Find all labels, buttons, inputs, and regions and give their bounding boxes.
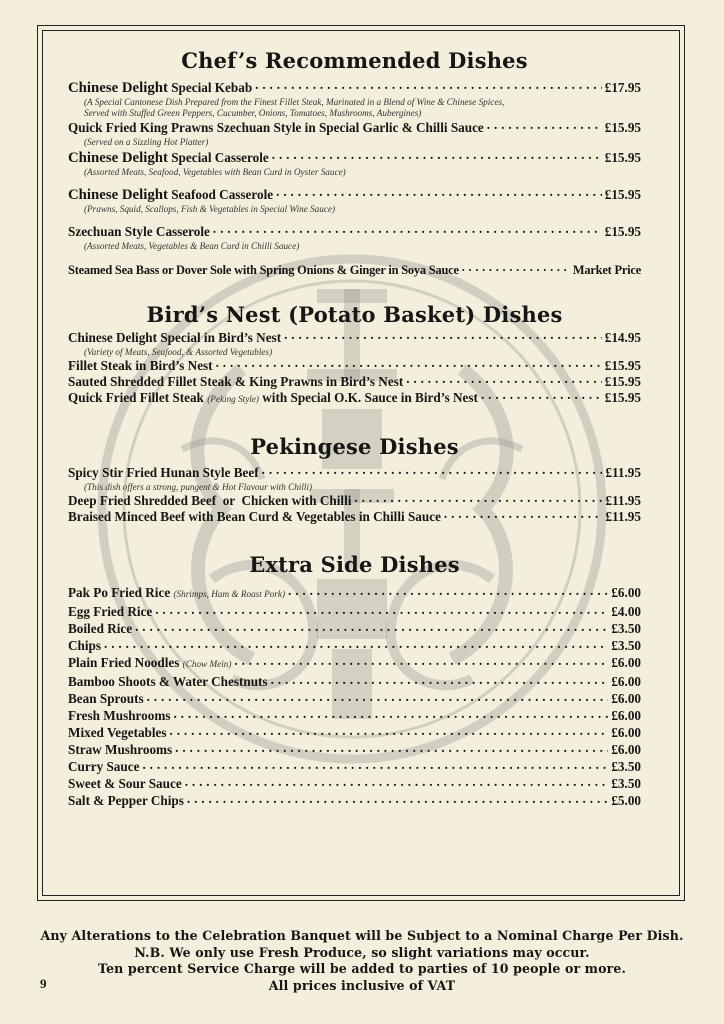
item-price: £15.95 bbox=[604, 120, 641, 135]
dot-leader bbox=[175, 742, 608, 754]
item-name: Straw Mushrooms bbox=[68, 742, 173, 757]
item-name: Boiled Rice bbox=[68, 621, 133, 636]
menu-item bbox=[68, 654, 641, 673]
menu-item bbox=[68, 262, 641, 278]
item-price: £3.50 bbox=[611, 621, 641, 636]
item-price: £6.00 bbox=[611, 708, 641, 723]
menu-item bbox=[68, 724, 641, 741]
item-name: Chinese Delight Special in Bird’s Nest bbox=[68, 330, 282, 345]
dot-leader bbox=[272, 150, 602, 162]
item-price: £14.95 bbox=[604, 330, 641, 345]
dot-leader bbox=[406, 374, 602, 386]
item-name: Bean Sprouts bbox=[68, 691, 144, 706]
page-number: 9 bbox=[40, 976, 47, 991]
menu-item bbox=[68, 775, 641, 792]
menu-item bbox=[68, 120, 641, 136]
menu-item bbox=[68, 150, 641, 166]
item-price: £11.95 bbox=[605, 493, 641, 508]
item-note: (Assorted Meats, Vegetables & Bean Curd in Chilli Sauce) bbox=[84, 241, 300, 251]
dot-leader bbox=[487, 120, 602, 132]
menu-item bbox=[68, 330, 641, 346]
item-name: Curry Sauce bbox=[68, 759, 140, 774]
dot-leader bbox=[481, 390, 602, 402]
item-name: Plain Fried Noodles (Chow Mein) bbox=[68, 655, 232, 670]
menu-item bbox=[68, 358, 641, 374]
item-name: Chinese Delight Special Casserole bbox=[68, 150, 269, 166]
item-price: £5.00 bbox=[611, 793, 641, 808]
footer-line: N.B. We only use Fresh Produce, so slight variations may occur. bbox=[134, 944, 590, 960]
menu-item bbox=[68, 374, 641, 390]
menu-item bbox=[68, 187, 641, 203]
item-price: £6.00 bbox=[611, 655, 641, 670]
item-name: Quick Fried King Prawns Szechuan Style in Special Garlic & Chilli Sauce bbox=[68, 120, 484, 135]
menu-item bbox=[68, 584, 641, 603]
menu-item bbox=[68, 673, 641, 690]
item-name: Chinese Delight Seafood Casserole bbox=[68, 187, 274, 203]
dot-leader bbox=[213, 224, 602, 236]
item-note: (Prawns, Squid, Scallops, Fish & Vegetables in Special Wine Sauce) bbox=[84, 204, 336, 214]
item-price: £4.00 bbox=[611, 604, 641, 619]
item-price: £6.00 bbox=[611, 674, 641, 689]
footer-line: All prices inclusive of VAT bbox=[268, 977, 456, 993]
footer-notes bbox=[0, 928, 724, 994]
menu-item bbox=[68, 390, 641, 407]
dot-leader bbox=[255, 80, 602, 92]
item-name: Pak Po Fried Rice (Shrimps, Ham & Roast Pork) bbox=[68, 585, 286, 600]
item-price: £6.00 bbox=[611, 585, 641, 600]
section-title-chefs: Chef’s Recommended Dishes bbox=[181, 48, 528, 73]
item-price: £15.95 bbox=[604, 224, 641, 239]
item-price: £6.00 bbox=[611, 691, 641, 706]
section-title-sides: Extra Side Dishes bbox=[249, 552, 460, 577]
item-name: Fillet Steak in Bird’s Nest bbox=[68, 358, 213, 373]
item-price: £6.00 bbox=[611, 742, 641, 757]
item-name: Chips bbox=[68, 638, 101, 653]
item-name: Braised Minced Beef with Bean Curd & Vegetables in Chilli Sauce bbox=[68, 509, 441, 524]
dot-leader bbox=[462, 262, 570, 274]
dot-leader bbox=[288, 585, 608, 597]
item-note: (A Special Cantonese Dish Prepared from the Finest Fillet Steak, Marinated in a Blend of Wine & Chinese Spices, Served with Stuffed Green Peppers, Cucumber, Onions, Tomatoes, Mushrooms, Aubergines) bbox=[84, 97, 505, 118]
item-price: £3.50 bbox=[611, 759, 641, 774]
menu-item bbox=[68, 465, 641, 481]
item-name: Sweet & Sour Sauce bbox=[68, 776, 182, 791]
item-name: Deep Fried Shredded Beef or Chicken with Chilli bbox=[68, 493, 352, 508]
menu-item bbox=[68, 637, 641, 654]
section-title-birds-nest: Bird’s Nest (Potato Basket) Dishes bbox=[146, 302, 563, 327]
item-name: Szechuan Style Casserole bbox=[68, 224, 210, 239]
item-note: (Assorted Meats, Seafood, Vegetables with Bean Curd in Oyster Sauce) bbox=[84, 167, 346, 177]
menu-item bbox=[68, 603, 641, 620]
dot-leader bbox=[147, 691, 609, 703]
menu-item bbox=[68, 707, 641, 724]
dot-leader bbox=[104, 638, 608, 650]
item-price: £15.95 bbox=[604, 358, 641, 373]
menu-item bbox=[68, 792, 641, 809]
dot-leader bbox=[444, 509, 603, 521]
dot-leader bbox=[234, 655, 608, 667]
item-name: Sauted Shredded Fillet Steak & King Prawns in Bird’s Nest bbox=[68, 374, 404, 389]
menu-item bbox=[68, 509, 641, 525]
item-name: Mixed Vegetables bbox=[68, 725, 167, 740]
item-note: (Served on a Sizzling Hot Platter) bbox=[84, 137, 209, 147]
dot-leader bbox=[276, 187, 602, 199]
menu-item bbox=[68, 690, 641, 707]
item-name: Chinese Delight Special Kebab bbox=[68, 80, 253, 96]
dot-leader bbox=[284, 330, 602, 342]
dot-leader bbox=[354, 493, 602, 505]
menu-item bbox=[68, 741, 641, 758]
footer-line: Ten percent Service Charge will be added to parties of 10 people or more. bbox=[98, 961, 626, 976]
menu-item bbox=[68, 758, 641, 775]
item-price: £15.95 bbox=[604, 390, 641, 405]
item-name: Steamed Sea Bass or Dover Sole with Spring Onions & Ginger in Soya Sauce bbox=[68, 263, 459, 277]
item-name: Egg Fried Rice bbox=[68, 604, 153, 619]
dot-leader bbox=[187, 793, 608, 805]
item-price: Market Price bbox=[572, 263, 641, 277]
item-note: (This dish offers a strong, pungent & Hot Flavour with Chilli) bbox=[84, 482, 313, 492]
section-title-pekingese: Pekingese Dishes bbox=[250, 434, 459, 459]
dot-leader bbox=[271, 674, 609, 686]
item-price: £3.50 bbox=[611, 638, 641, 653]
item-price: £6.00 bbox=[611, 725, 641, 740]
menu-item bbox=[68, 224, 641, 240]
dot-leader bbox=[142, 759, 608, 771]
item-price: £11.95 bbox=[605, 509, 641, 524]
dot-leader bbox=[216, 358, 602, 370]
dot-leader bbox=[135, 621, 608, 633]
dot-leader bbox=[185, 776, 609, 788]
item-price: £15.95 bbox=[604, 374, 641, 389]
menu-item bbox=[68, 493, 641, 509]
dot-leader bbox=[262, 465, 603, 477]
dot-leader bbox=[170, 725, 609, 737]
menu-content bbox=[68, 46, 641, 809]
item-price: £17.95 bbox=[604, 80, 641, 95]
item-name: Fresh Mushrooms bbox=[68, 708, 171, 723]
item-name: Bamboo Shoots & Water Chestnuts bbox=[68, 674, 268, 689]
footer-line: Any Alterations to the Celebration Banquet will be Subject to a Nominal Charge Per Dish. bbox=[40, 928, 684, 943]
menu-item bbox=[68, 620, 641, 637]
dot-leader bbox=[155, 604, 608, 616]
item-price: £15.95 bbox=[604, 150, 641, 165]
dot-leader bbox=[173, 708, 608, 720]
item-name: Quick Fried Fillet Steak (Peking Style) with Special O.K. Sauce in Bird’s Nest bbox=[68, 390, 478, 405]
menu-item bbox=[68, 80, 641, 96]
item-price: £11.95 bbox=[605, 465, 641, 480]
item-name: Salt & Pepper Chips bbox=[68, 793, 184, 808]
item-price: £3.50 bbox=[611, 776, 641, 791]
item-price: £15.95 bbox=[604, 187, 641, 202]
item-name: Spicy Stir Fried Hunan Style Beef bbox=[68, 465, 259, 480]
item-note: (Variety of Meats, Seafood, & Assorted Vegetables) bbox=[84, 347, 273, 357]
